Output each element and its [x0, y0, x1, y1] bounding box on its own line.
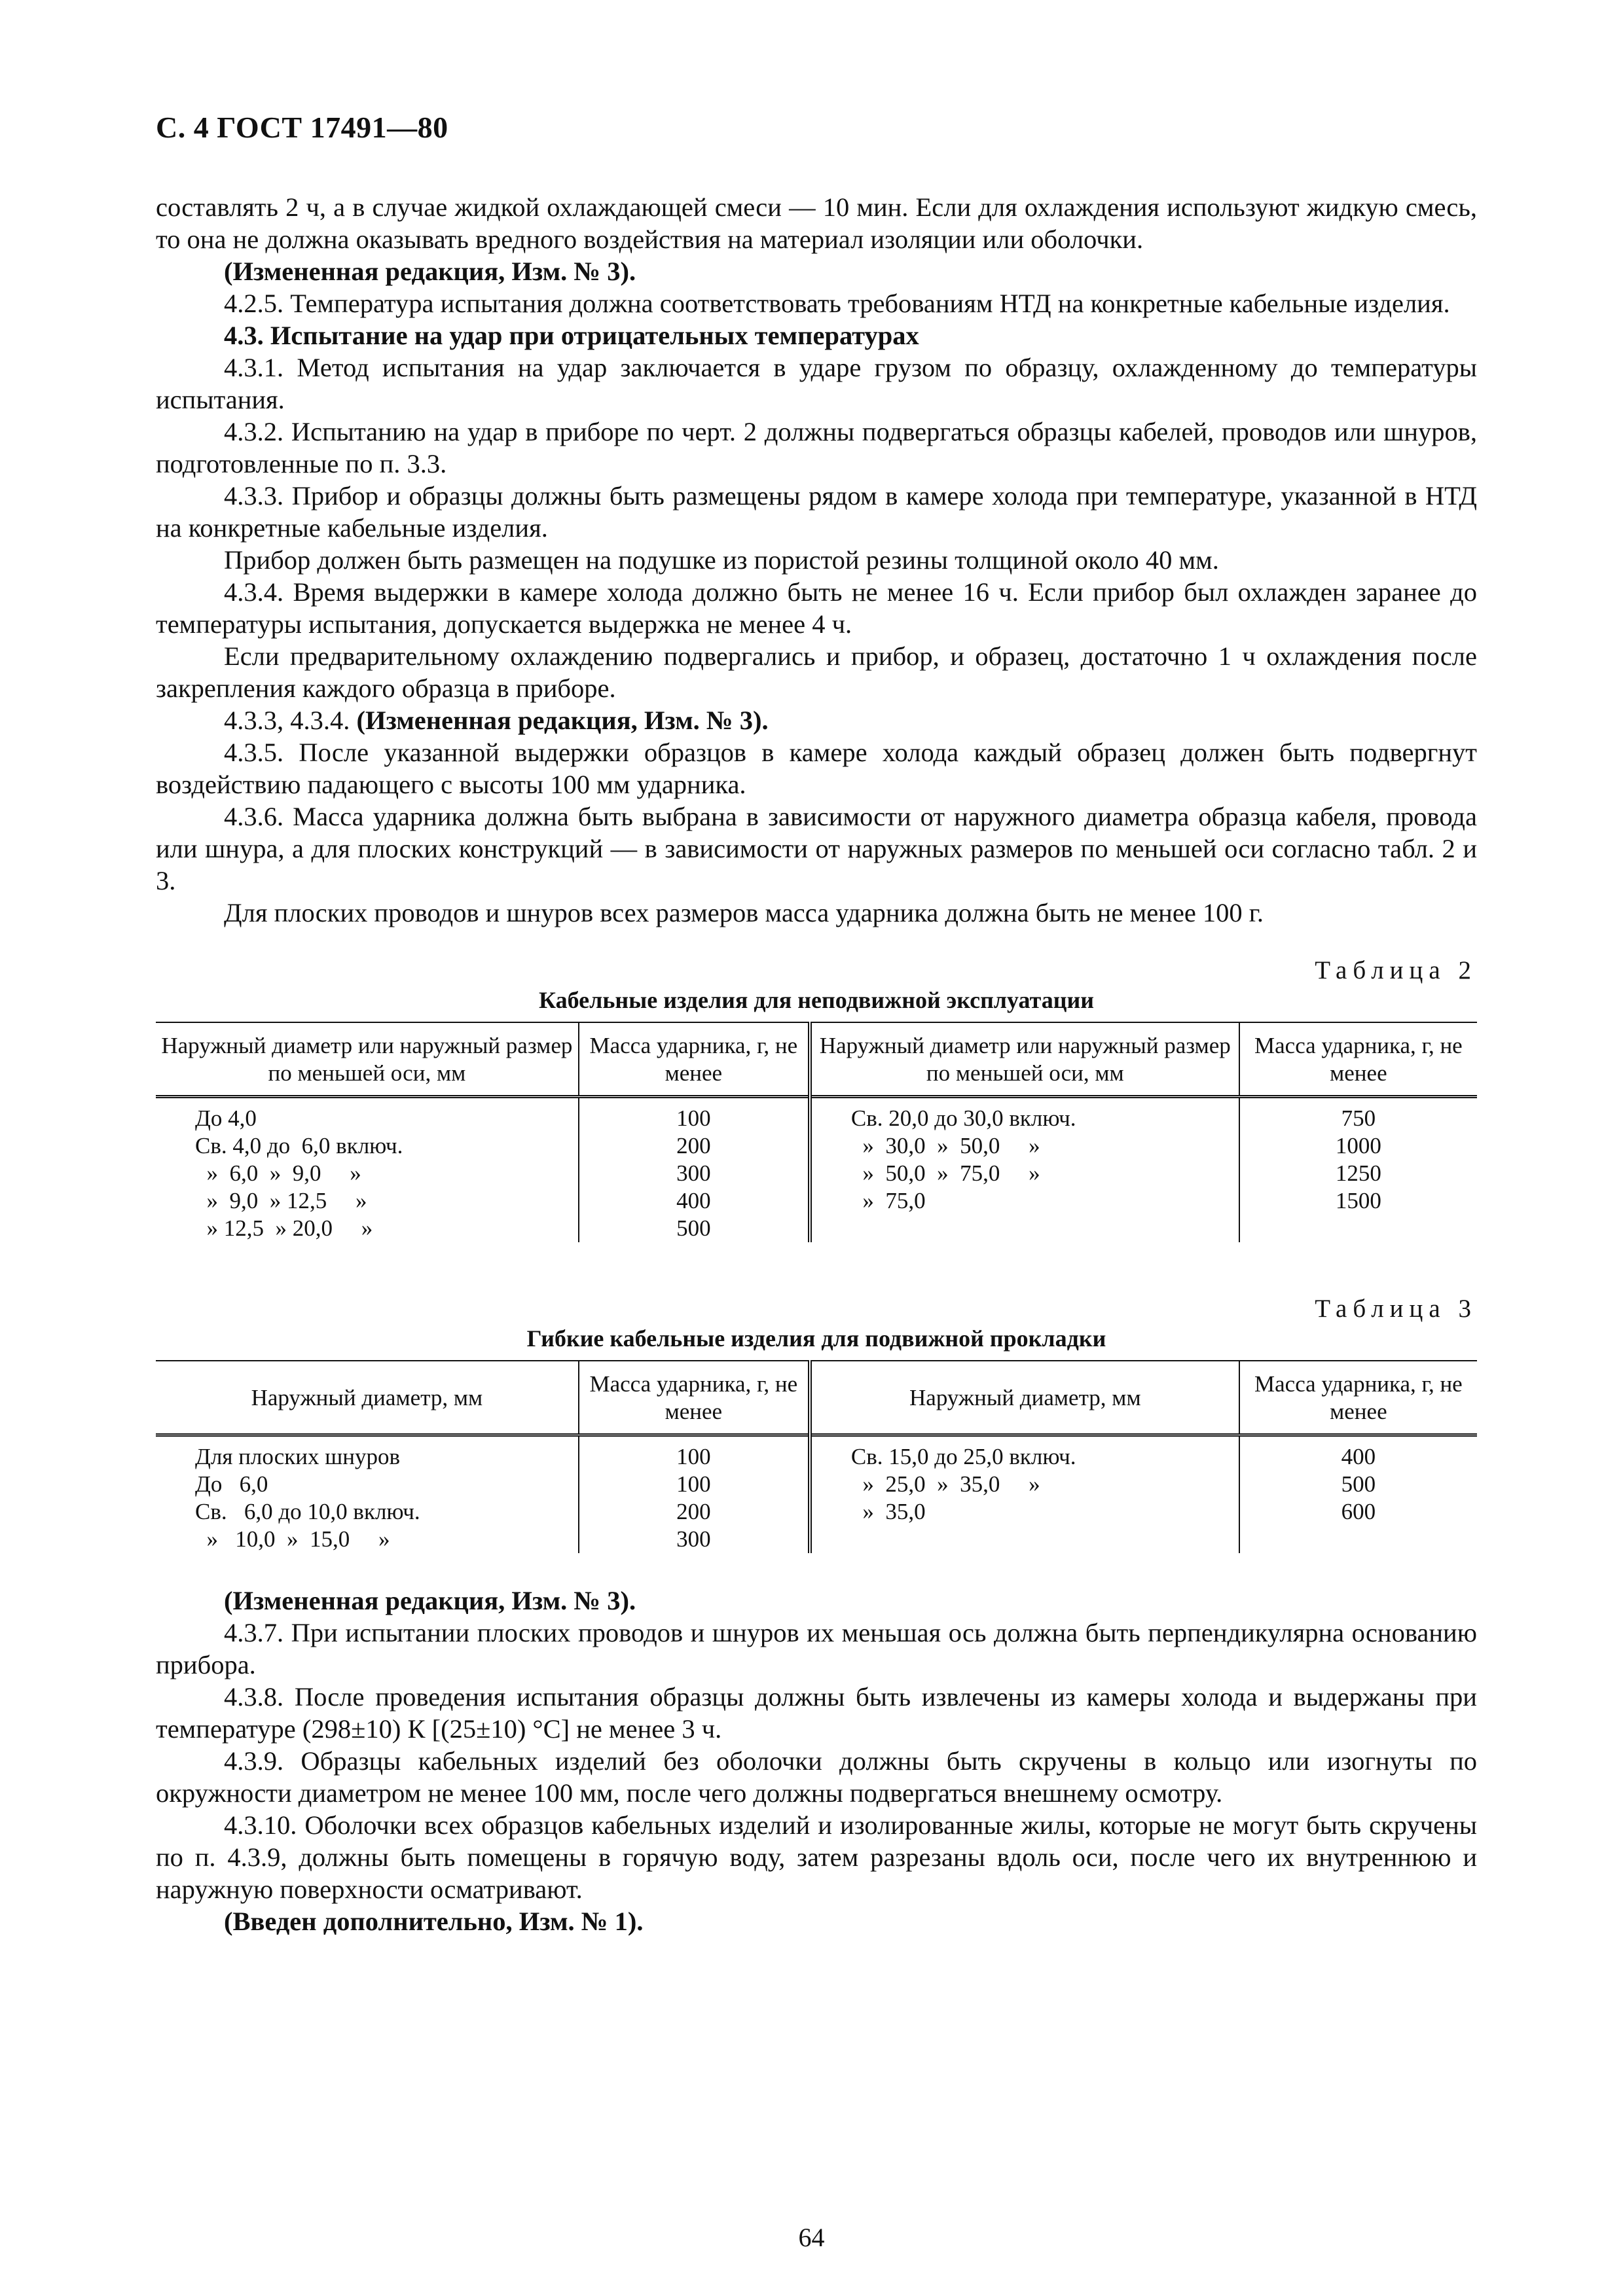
amendment-note: (Введен дополнительно, Изм. № 1).: [224, 1907, 644, 1936]
paragraph: 4.3.7. При испытании плоских проводов и шнуров их меньшая ось должна быть перпендикулярна основанию прибора.: [156, 1618, 1477, 1679]
paragraph: 4.3.6. Масса ударника должна быть выбрана в зависимости от наружного диаметра образца кабеля, провода или шнура, а для плоских конструкций — в зависимости от наружных размеров по меньшей оси согласно табл. 2 и 3.: [156, 802, 1477, 895]
table-3-caption: Гибкие кабельные изделия для подвижной прокладки: [526, 1325, 1106, 1352]
table-cell: Для плоских шнуров До 6,0 Св. 6,0 до 10,0 включ. » 10,0 » 15,0 »: [195, 1444, 420, 1552]
paragraph: 4.3.3. Прибор и образцы должны быть размещены рядом в камере холода при температуре, указанной в НТД на конкретные кабельные изделия.: [156, 481, 1477, 543]
amendment-note: (Измененная редакция, Изм. № 3).: [224, 257, 636, 286]
table-header-cell: Масса ударника, г, не менее: [1239, 1022, 1477, 1097]
table-header-cell: Масса ударника, г, не менее: [579, 1022, 810, 1097]
table-2: [156, 1022, 1477, 1242]
paragraph: 4.3.2. Испытанию на удар в приборе по черт. 2 должны подвергаться образцы кабелей, проводов или шнуров, подготовленные по п. 3.3.: [156, 417, 1477, 478]
paragraph: 4.3.5. После указанной выдержки образцов в камере холода каждый образец должен быть подвергнут воздействию падающего с высоты 100 мм ударника.: [156, 738, 1477, 799]
table-3: [156, 1360, 1477, 1553]
paragraph: 4.2.5. Температура испытания должна соответствовать требованиям НТД на конкретные кабельные изделия.: [224, 289, 1450, 318]
paragraph: Для плоских проводов и шнуров всех размеров масса ударника должна быть не менее 100 г.: [224, 898, 1264, 927]
table-cell: 100 200 300 400 500: [579, 1097, 810, 1243]
paragraph: 4.3.10. Оболочки всех образцов кабельных изделий и изолированные жилы, которые не могут быть скручены по п. 4.3.9, должны быть помещены в горячую воду, затем разрезаны вдоль оси, после чего их внутреннюю и наружную поверхности осматривают.: [156, 1810, 1477, 1904]
table-header-cell: Наружный диаметр, мм: [810, 1361, 1239, 1435]
table-header-cell: Масса ударника, г, не менее: [1239, 1361, 1477, 1435]
table-2-label: Таблица 2: [1315, 956, 1477, 984]
paragraph: Прибор должен быть размещен на подушке из пористой резины толщиной около 40 мм.: [224, 545, 1219, 575]
paragraph: составлять 2 ч, а в случае жидкой охлаждающей смеси — 10 мин. Если для охлаждения используют жидкую смесь, то она не должна оказывать вредного воздействия на материал изоляции или оболочки.: [156, 192, 1477, 254]
table-2-caption: Кабельные изделия для неподвижной эксплуатации: [539, 987, 1094, 1013]
table-header-cell: Наружный диаметр или наружный размер по меньшей оси, мм: [156, 1022, 579, 1097]
table-cell: 400 500 600: [1239, 1435, 1477, 1554]
paragraph: Если предварительному охлаждению подвергались и прибор, и образец, достаточно 1 ч охлаждения после закрепления каждого образца в приборе.: [156, 641, 1477, 703]
table-cell: Св. 20,0 до 30,0 включ. » 30,0 » 50,0 » » 50,0 » 75,0 » » 75,0: [810, 1097, 1239, 1243]
page-header: С. 4 ГОСТ 17491—80: [156, 111, 448, 144]
amendment-note: (Измененная редакция, Изм. № 3).: [224, 1586, 636, 1615]
page-number: 64: [798, 2223, 825, 2252]
table-header-cell: Масса ударника, г, не менее: [579, 1361, 810, 1435]
table-cell: 100 100 200 300: [579, 1435, 810, 1554]
table-header-cell: Наружный диаметр, мм: [156, 1361, 579, 1435]
section-heading: 4.3. Испытание на удар при отрицательных температурах: [224, 321, 919, 350]
table-cell: До 4,0 Св. 4,0 до 6,0 включ. » 6,0 » 9,0 » » 9,0 » 12,5 » » 12,5 » 20,0 »: [195, 1105, 403, 1241]
table-header-cell: Наружный диаметр или наружный размер по меньшей оси, мм: [810, 1022, 1239, 1097]
paragraph: 4.3.8. После проведения испытания образцы должны быть извлечены из камеры холода и выдержаны при температуре (298±10) К [(25±10) °С] не менее 3 ч.: [156, 1682, 1477, 1744]
table-3-label: Таблица 3: [1315, 1295, 1477, 1323]
paragraph: 4.3.9. Образцы кабельных изделий без оболочки должны быть скручены в кольцо или изогнуты по окружности диаметром не менее 100 мм, после чего должны подвергаться внешнему осмотру.: [156, 1746, 1477, 1808]
paragraph: 4.3.1. Метод испытания на удар заключается в ударе грузом по образцу, охлажденному до температуры испытания.: [156, 353, 1477, 414]
amendment-note: 4.3.3, 4.3.4. (Измененная редакция, Изм. № 3).: [224, 706, 769, 735]
document-body: [156, 191, 1477, 1937]
table-cell: 750 1000 1250 1500: [1239, 1097, 1477, 1243]
table-cell: Св. 15,0 до 25,0 включ. » 25,0 » 35,0 » » 35,0: [810, 1435, 1239, 1554]
paragraph: 4.3.4. Время выдержки в камере холода должно быть не менее 16 ч. Если прибор был охлажден заранее до температуры испытания, допускается выдержка не менее 4 ч.: [156, 577, 1477, 639]
